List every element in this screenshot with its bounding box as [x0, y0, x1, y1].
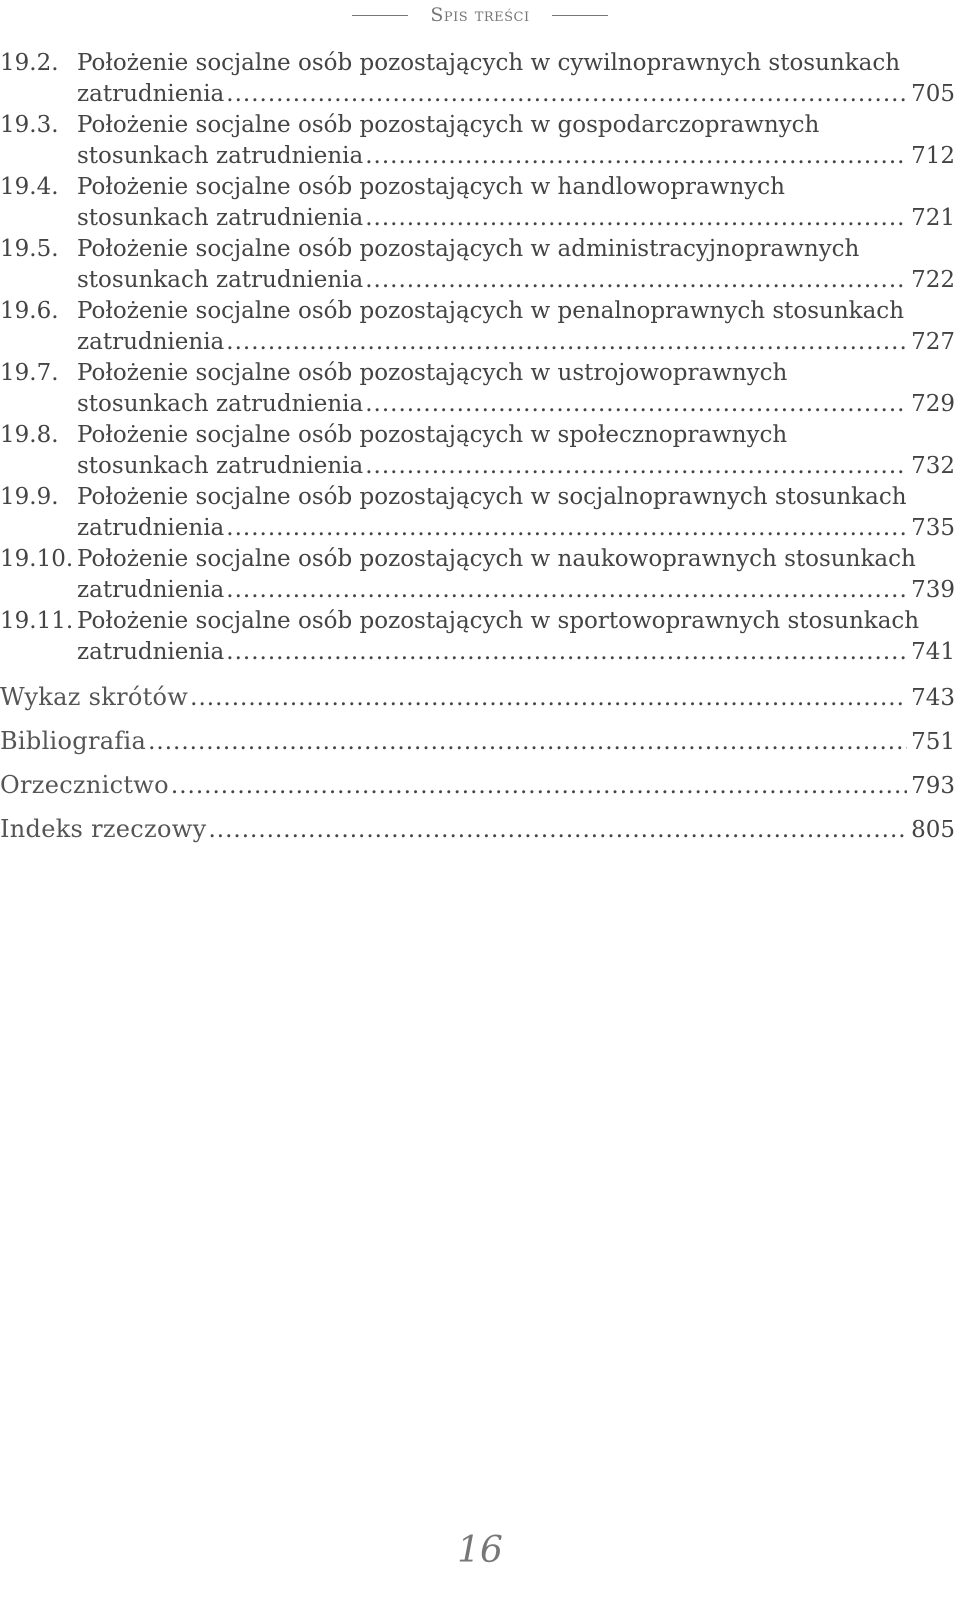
toc-entry[interactable]: [0, 482, 955, 544]
entry-title-continuation: stosunkach zatrudnienia: [77, 267, 364, 293]
toc-entry[interactable]: [0, 234, 955, 296]
dot-leader: [148, 727, 907, 758]
entry-body: [77, 110, 955, 172]
entry-leader-line: [77, 513, 955, 544]
entry-page-number: 735: [911, 515, 955, 541]
entry-title-continuation: zatrudnienia: [77, 329, 225, 355]
entry-body: [77, 48, 955, 110]
dot-leader: [365, 265, 907, 296]
section-title: Wykaz skrótów: [0, 683, 189, 711]
entry-body: [77, 358, 955, 420]
entry-title-continuation: zatrudnienia: [77, 81, 225, 107]
entry-leader-line: [77, 451, 955, 482]
entry-title-continuation: stosunkach zatrudnienia: [77, 391, 364, 417]
dot-leader: [208, 815, 907, 846]
entry-title-continuation: stosunkach zatrudnienia: [77, 205, 364, 231]
entry-leader-line: [77, 203, 955, 234]
dot-leader: [226, 79, 907, 110]
entry-number: 19.2.: [0, 50, 59, 76]
toc-section-bibliografia[interactable]: [0, 726, 955, 758]
table-of-contents: [0, 48, 955, 846]
entry-title-line: Położenie socjalne osób pozostających w penalnoprawnych stosunkach: [77, 298, 905, 324]
toc-section-indeks-rzeczowy[interactable]: [0, 814, 955, 846]
entry-page-number: 727: [911, 329, 955, 355]
toc-entry[interactable]: [0, 172, 955, 234]
entry-number: 19.11.: [0, 608, 74, 634]
entry-page-number: 729: [911, 391, 955, 417]
dot-leader: [226, 327, 907, 358]
section-title: Bibliografia: [0, 727, 147, 755]
entry-title-line: Położenie socjalne osób pozostających w handlowoprawnych: [77, 174, 785, 200]
entry-number: 19.3.: [0, 112, 59, 138]
toc-entry[interactable]: [0, 110, 955, 172]
entry-leader-line: [77, 389, 955, 420]
entry-page-number: 705: [911, 81, 955, 107]
dot-leader: [365, 203, 907, 234]
dot-leader: [226, 513, 907, 544]
section-title: Orzecznictwo: [0, 771, 169, 799]
header-rule-right: [552, 15, 608, 16]
entry-title-continuation: stosunkach zatrudnienia: [77, 453, 364, 479]
toc-section-orzecznictwo[interactable]: [0, 770, 955, 802]
entry-number: 19.5.: [0, 236, 59, 262]
entry-number: 19.4.: [0, 174, 59, 200]
entry-leader-line: [77, 141, 955, 172]
entry-title-line: Położenie socjalne osób pozostających w sportowoprawnych stosunkach: [77, 608, 920, 634]
entry-body: [77, 482, 955, 544]
entry-number: 19.10.: [0, 546, 74, 572]
entry-number: 19.7.: [0, 360, 59, 386]
entry-body: [77, 296, 955, 358]
toc-section-wykaz-skrotow[interactable]: [0, 682, 955, 714]
section-title: Indeks rzeczowy: [0, 815, 207, 843]
entry-leader-line: [77, 79, 955, 110]
entry-page-number: 739: [911, 577, 955, 603]
toc-entry[interactable]: [0, 420, 955, 482]
toc-entry[interactable]: [0, 358, 955, 420]
entry-title-line: Położenie socjalne osób pozostających w społecznoprawnych: [77, 422, 788, 448]
entry-body: [77, 606, 955, 668]
section-page-number: 793: [911, 773, 955, 799]
entry-title-line: Położenie socjalne osób pozostających w ustrojowoprawnych: [77, 360, 788, 386]
entry-leader-line: [77, 575, 955, 606]
entry-body: [77, 544, 955, 606]
section-page-number: 743: [911, 685, 955, 711]
section-page-number: 751: [911, 729, 955, 755]
toc-entry[interactable]: [0, 48, 955, 110]
dot-leader: [365, 451, 907, 482]
entry-title-continuation: zatrudnienia: [77, 515, 225, 541]
entry-title-continuation: zatrudnienia: [77, 639, 225, 665]
entry-leader-line: [77, 637, 955, 668]
section-page-number: 805: [911, 817, 955, 843]
dot-leader: [365, 141, 907, 172]
entry-number: 19.8.: [0, 422, 59, 448]
entry-page-number: 732: [911, 453, 955, 479]
entry-leader-line: [77, 265, 955, 296]
dot-leader: [226, 637, 907, 668]
dot-leader: [226, 575, 907, 606]
entry-leader-line: [77, 327, 955, 358]
running-header: [0, 2, 960, 28]
entry-page-number: 722: [911, 267, 955, 293]
entry-title-line: Położenie socjalne osób pozostających w gospodarczoprawnych: [77, 112, 820, 138]
entry-title-continuation: zatrudnienia: [77, 577, 225, 603]
entry-number: 19.6.: [0, 298, 59, 324]
entry-page-number: 741: [911, 639, 955, 665]
dot-leader: [171, 771, 907, 802]
entry-title-line: Położenie socjalne osób pozostających w naukowoprawnych stosunkach: [77, 546, 916, 572]
entry-title-line: Położenie socjalne osób pozostających w socjalnoprawnych stosunkach: [77, 484, 907, 510]
toc-entry[interactable]: [0, 296, 955, 358]
toc-entry[interactable]: [0, 606, 955, 668]
entry-title-continuation: stosunkach zatrudnienia: [77, 143, 364, 169]
page-number: 16: [457, 1530, 503, 1571]
dot-leader: [365, 389, 907, 420]
entry-page-number: 712: [911, 143, 955, 169]
entry-title-line: Położenie socjalne osób pozostających w cywilnoprawnych stosunkach: [77, 50, 901, 76]
toc-entry[interactable]: [0, 544, 955, 606]
header-rule-left: [352, 15, 408, 16]
entry-body: [77, 172, 955, 234]
entry-body: [77, 420, 955, 482]
entry-number: 19.9.: [0, 484, 59, 510]
entry-body: [77, 234, 955, 296]
entry-page-number: 721: [911, 205, 955, 231]
dot-leader: [190, 683, 907, 714]
header-title: Spis treści: [430, 4, 530, 26]
entry-title-line: Położenie socjalne osób pozostających w administracyjnoprawnych: [77, 236, 860, 262]
